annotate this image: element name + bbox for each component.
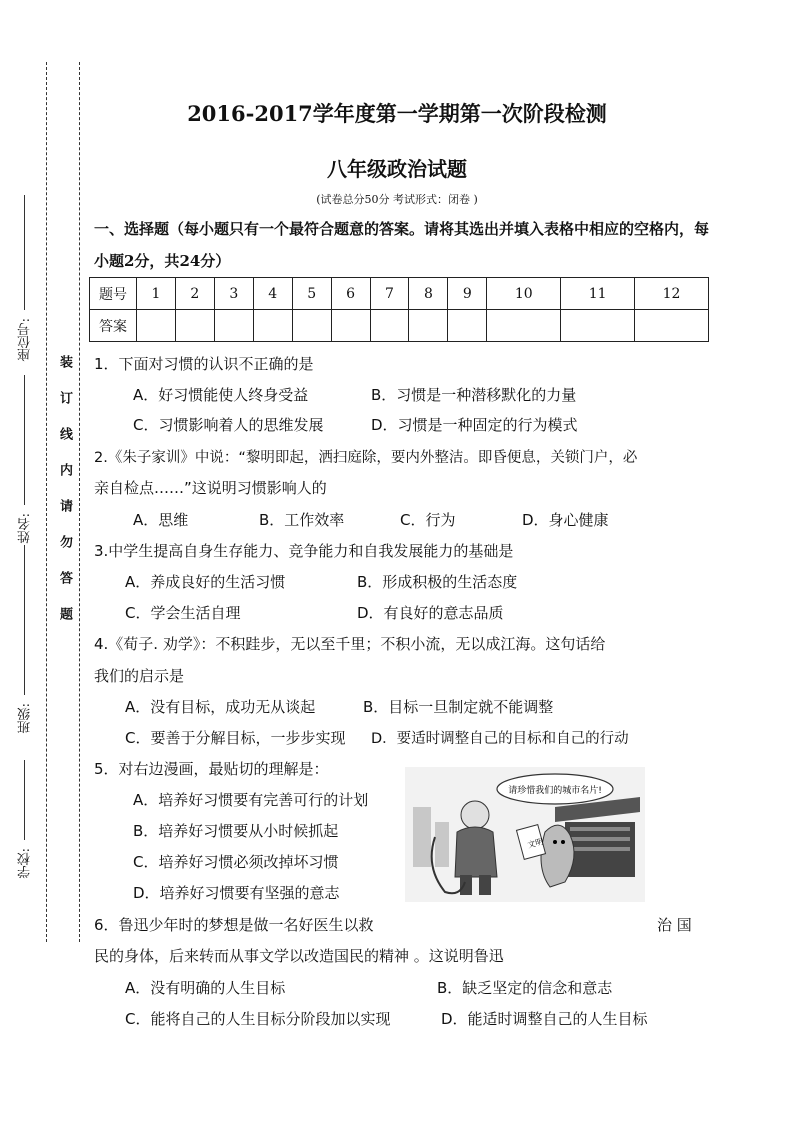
q1-option-a: A．好习惯能使人终身受益 [133, 386, 309, 404]
number-cell: 7 [370, 278, 409, 310]
answer-cell[interactable] [370, 310, 409, 342]
q3-option-b: B．形成积极的生活态度 [357, 573, 518, 591]
number-cell: 6 [331, 278, 370, 310]
q4-stem-line1: 4.《荀子. 劝学》：不积跬步，无以至千里；不积小流，无以成江海。这句话给 [94, 635, 606, 653]
name-blank [24, 375, 25, 505]
school-label: 学校: [18, 848, 33, 879]
q4-option-c: C．要善于分解目标，一步步实现 [125, 729, 346, 747]
number-cell: 8 [409, 278, 448, 310]
q4-option-d: D．要适时调整自己的目标和自己的行动 [371, 731, 629, 747]
q5-option-c: C．培养好习惯必须改掉坏习惯 [133, 853, 339, 871]
number-cell: 2 [175, 278, 214, 310]
q3-option-d: D．有良好的意志品质 [357, 604, 504, 622]
q4-stem-line2: 我们的启示是 [94, 667, 185, 685]
cartoon-illustration [405, 767, 645, 902]
question-number-row [90, 278, 709, 310]
exam-note: (试卷总分50分 考试形式：闭卷 ) [316, 193, 478, 206]
school-blank [24, 760, 25, 840]
q6-option-b: B．缺乏坚定的信念和意志 [437, 979, 613, 997]
answer-header: 答案 [90, 310, 137, 342]
q6-option-d: D．能适时调整自己的人生目标 [441, 1010, 648, 1028]
q6-option-a: A．没有明确的人生目标 [125, 979, 286, 997]
number-cell: 9 [448, 278, 487, 310]
q1-stem: 1．下面对习惯的认识不正确的是 [94, 355, 314, 373]
class-label: 班级: [18, 703, 33, 734]
pavilion-building [565, 822, 635, 877]
exam-subtitle: 八年级政治试题 [327, 157, 467, 181]
answer-cell[interactable] [448, 310, 487, 342]
class-blank [24, 545, 25, 695]
q3-stem: 3.中学生提高自身生存能力、竞争能力和自我发展能力的基础是 [94, 542, 514, 560]
number-cell: 1 [137, 278, 176, 310]
answer-row [90, 310, 709, 342]
q6-option-c: C．能将自己的人生目标分阶段加以实现 [125, 1010, 391, 1028]
q2-option-c: C．行为 [400, 511, 456, 529]
number-cell: 11 [561, 278, 635, 310]
q5-option-a: A．培养好习惯要有完善可行的计划 [133, 791, 369, 809]
q6-stem-line1: 6．鲁迅少年时的梦想是做一名好医生以救 [94, 916, 374, 934]
sign-text: 文明 [526, 836, 545, 850]
q2-option-a: A．思维 [133, 511, 189, 529]
speech-text: 请珍惜我们的城市名片! [508, 786, 602, 796]
number-cell: 10 [487, 278, 561, 310]
q5-stem: 5．对右边漫画，最贴切的理解是： [94, 760, 329, 778]
number-cell: 12 [635, 278, 709, 310]
q2-stem-line2: 亲自检点……”这说明习惯影响人的 [94, 479, 327, 497]
q5-option-b: B．培养好习惯要从小时候抓起 [133, 822, 339, 840]
number-cell: 5 [292, 278, 331, 310]
name-label: 姓名: [18, 513, 33, 544]
answer-table [89, 277, 709, 342]
q1-option-d: D．习惯是一种固定的行为模式 [371, 416, 578, 434]
q2-option-b: B．工作效率 [259, 511, 345, 529]
q2-stem-line1: 2.《朱子家训》中说：“黎明即起，洒扫庭除，要内外整洁。即昏便息，关锁门户，必 [94, 450, 638, 466]
q4-option-a: A．没有目标，成功无从谈起 [125, 698, 316, 716]
question-number-header: 题号 [90, 278, 137, 310]
seat-number-label: 座位号: [18, 318, 33, 362]
answer-cell[interactable] [214, 310, 253, 342]
binding-warning: 装订线内请勿答题 [57, 355, 72, 643]
q1-option-c: C．习惯影响着人的思维发展 [133, 416, 324, 434]
q3-option-c: C．学会生活自理 [125, 604, 241, 622]
answer-cell[interactable] [409, 310, 448, 342]
answer-cell[interactable] [253, 310, 292, 342]
q2-option-d: D．身心健康 [522, 511, 609, 529]
q3-option-a: A．养成良好的生活习惯 [125, 573, 286, 591]
q6-stem-line1-tail: 治 国 [657, 916, 692, 934]
answer-cell[interactable] [292, 310, 331, 342]
answer-cell[interactable] [137, 310, 176, 342]
q6-stem-line2: 民的身体，后来转而从事文学以改造国民的精神 。这说明鲁迅 [94, 947, 504, 965]
number-cell: 3 [214, 278, 253, 310]
answer-cell[interactable] [331, 310, 370, 342]
answer-cell[interactable] [561, 310, 635, 342]
exam-title: 2016-2017学年度第一学期第一次阶段检测 [187, 101, 607, 126]
q4-option-b: B．目标一旦制定就不能调整 [363, 698, 554, 716]
answer-cell[interactable] [635, 310, 709, 342]
section-instructions: 一、选择题（每小题只有一个最符合题意的答案。请将其选出并填入表格中相应的空格内，每小题2分，共24分） [94, 220, 710, 270]
seat-number-blank [24, 195, 25, 310]
answer-cell[interactable] [175, 310, 214, 342]
q5-option-d: D．培养好习惯要有坚强的意志 [133, 884, 340, 902]
answer-cell[interactable] [487, 310, 561, 342]
number-cell: 4 [253, 278, 292, 310]
q1-option-b: B．习惯是一种潜移默化的力量 [371, 386, 577, 404]
